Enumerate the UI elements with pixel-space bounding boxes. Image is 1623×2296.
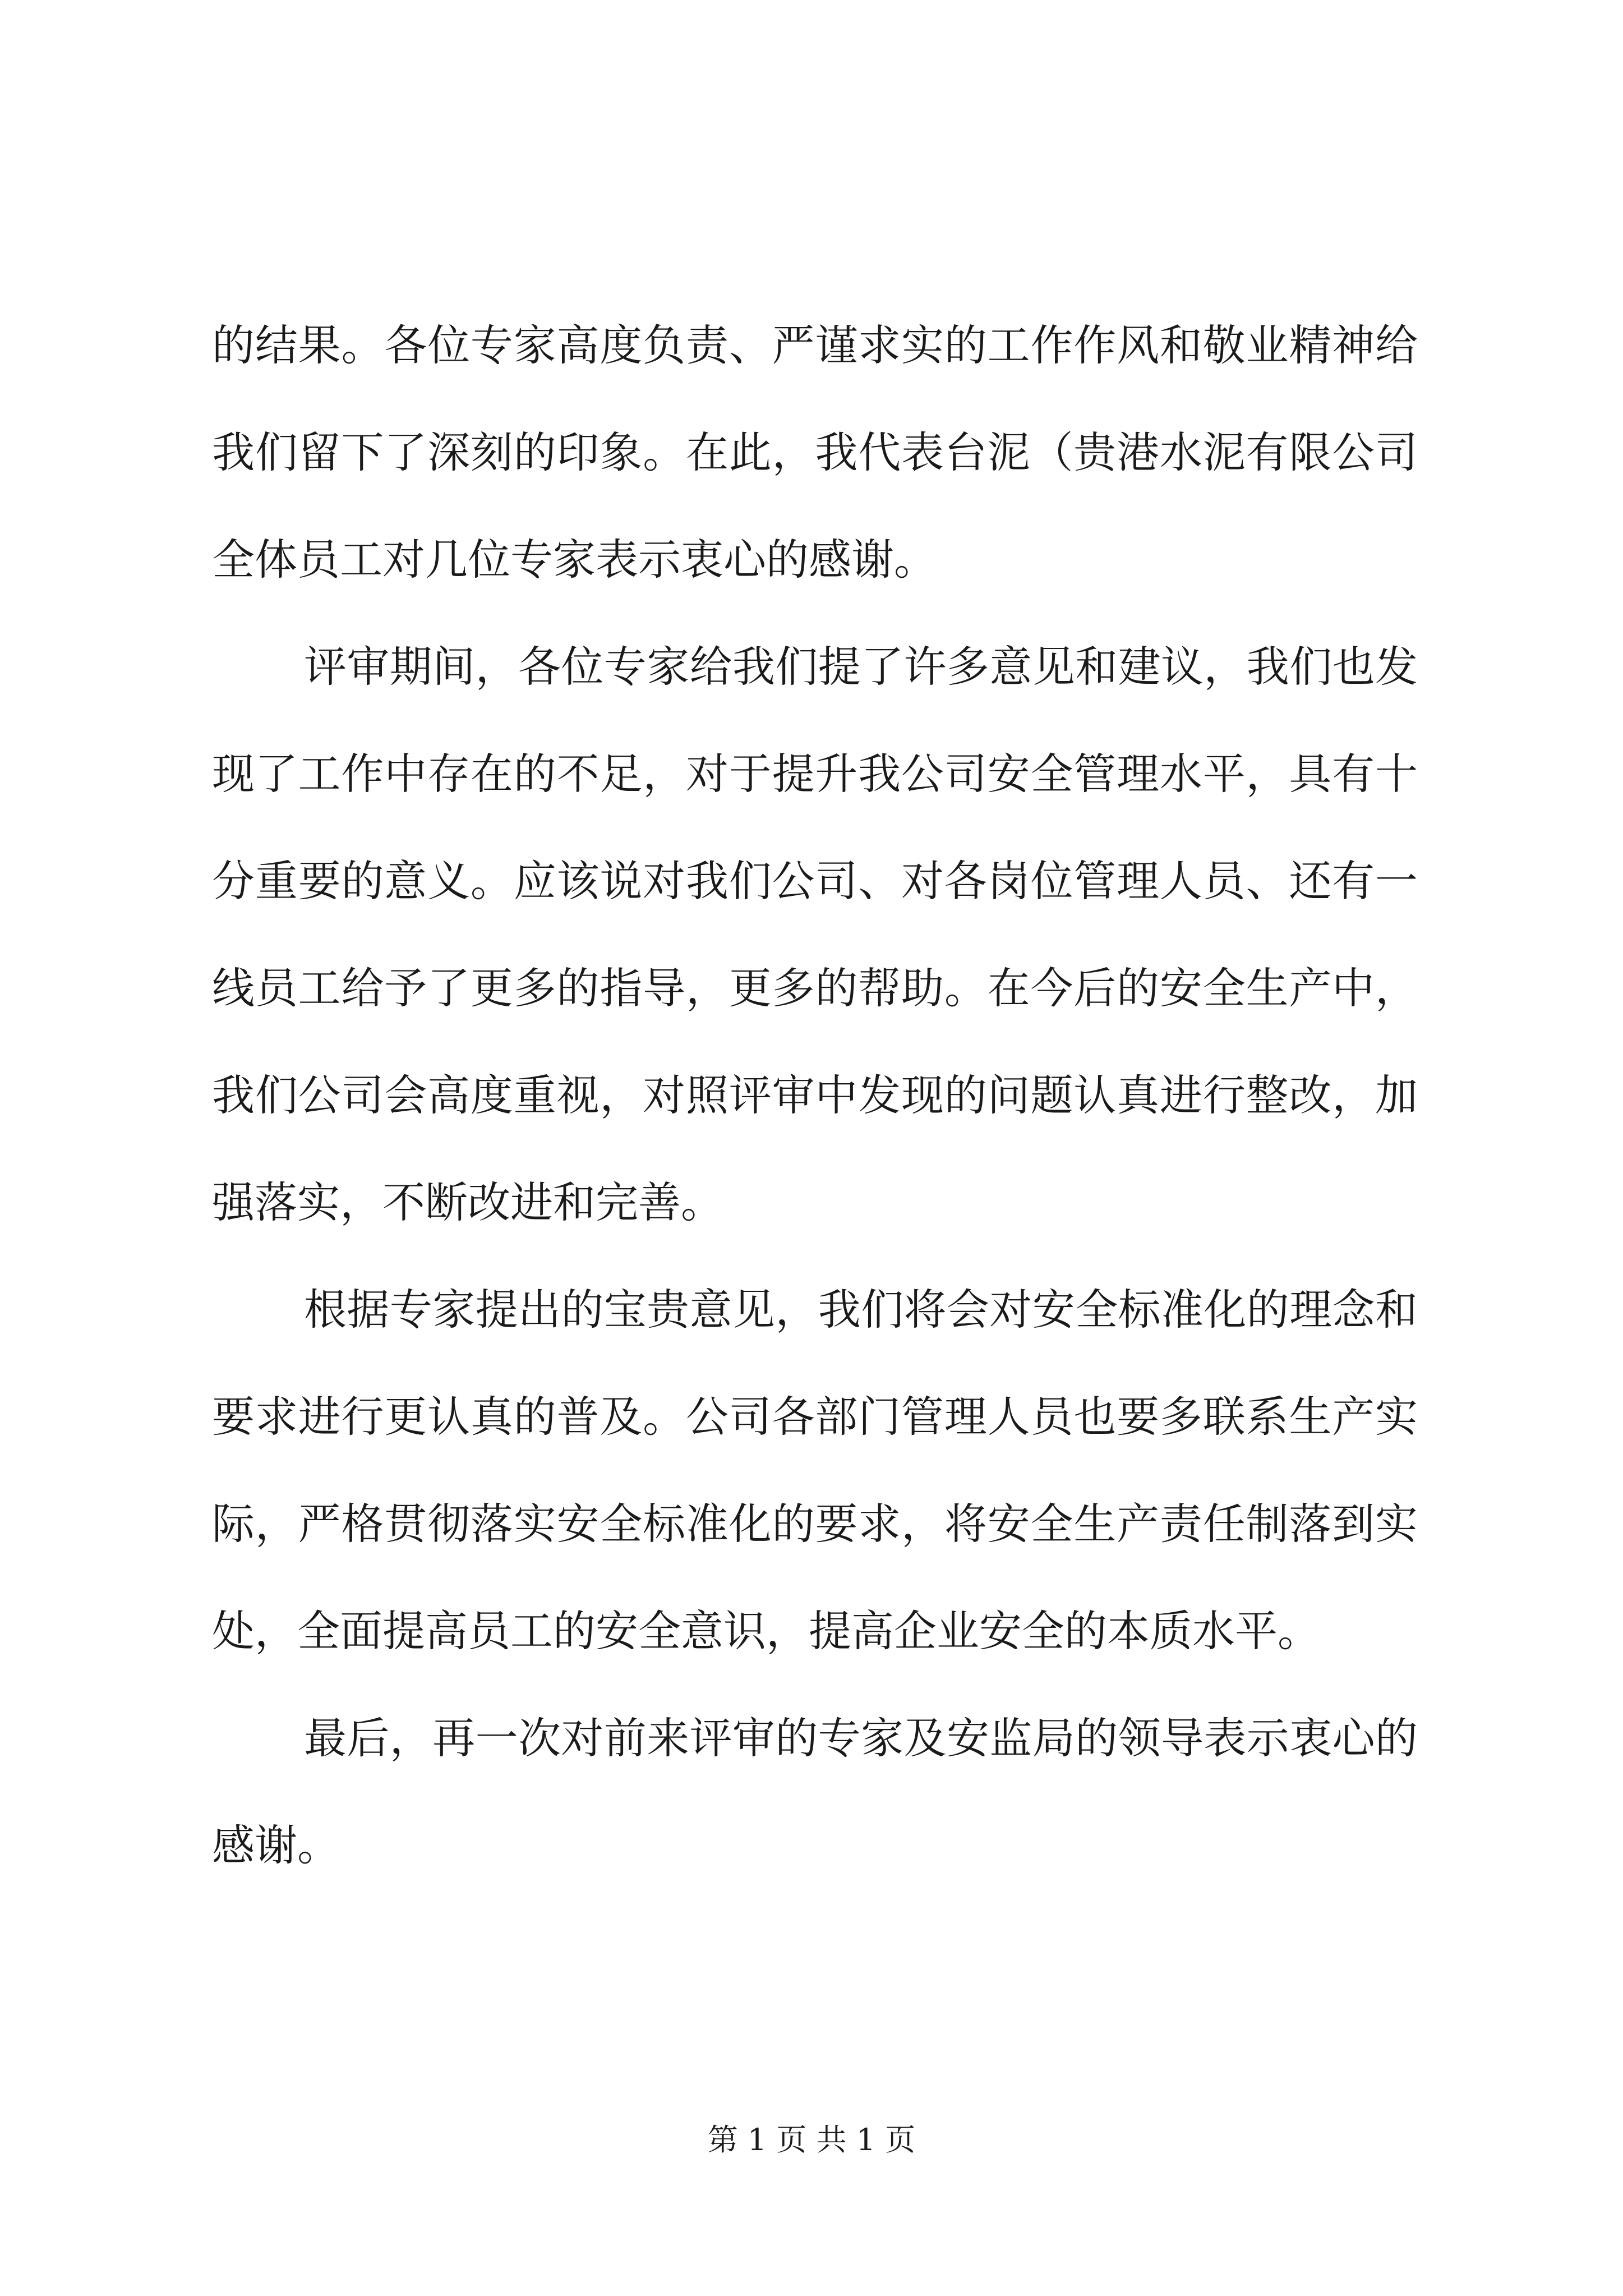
- text-line: 的结果。各位专家高度负责、严谨求实的工作作风和敬业精神给: [212, 320, 1418, 370]
- paragraph: [212, 613, 1418, 1256]
- text-line: 要求进行更认真的普及。公司各部门管理人员也要多联系生产实: [212, 1392, 1418, 1442]
- paragraph: [212, 1685, 1418, 1899]
- document-body: [212, 292, 1418, 1899]
- paragraph: [212, 292, 1418, 613]
- text-line: 评审期间，各位专家给我们提了许多意见和建议，我们也发: [304, 642, 1418, 692]
- text-line: 感谢。: [212, 1820, 340, 1870]
- text-line: 处，全面提高员工的安全意识，提高企业安全的本质水平。: [212, 1606, 1320, 1656]
- text-line: 我们留下了深刻的印象。在此，我代表台泥（贵港水泥有限公司: [212, 427, 1418, 477]
- text-line: 线员工给予了更多的指导，更多的帮助。在今后的安全生产中，: [212, 963, 1418, 1013]
- text-line: 全体员工对几位专家表示衷心的感谢。: [212, 535, 937, 585]
- text-line: 强落实，不断改进和完善。: [212, 1177, 723, 1227]
- text-line: 我们公司会高度重视，对照评审中发现的问题认真进行整改，加: [212, 1070, 1418, 1120]
- text-line: 际，严格贯彻落实安全标准化的要求，将安全生产责任制落到实: [212, 1499, 1418, 1549]
- paragraph: [212, 1256, 1418, 1685]
- text-line: 根据专家提出的宝贵意见，我们将会对安全标准化的理念和: [304, 1285, 1418, 1335]
- text-line: 分重要的意义。应该说对我们公司、对各岗位管理人员、还有一: [212, 856, 1418, 906]
- page-number-footer: 第 1 页 共 1 页: [707, 2122, 916, 2157]
- text-line: 现了工作中存在的不足，对于提升我公司安全管理水平，具有十: [212, 749, 1418, 799]
- text-line: 最后，再一次对前来评审的专家及安监局的领导表示衷心的: [304, 1713, 1418, 1763]
